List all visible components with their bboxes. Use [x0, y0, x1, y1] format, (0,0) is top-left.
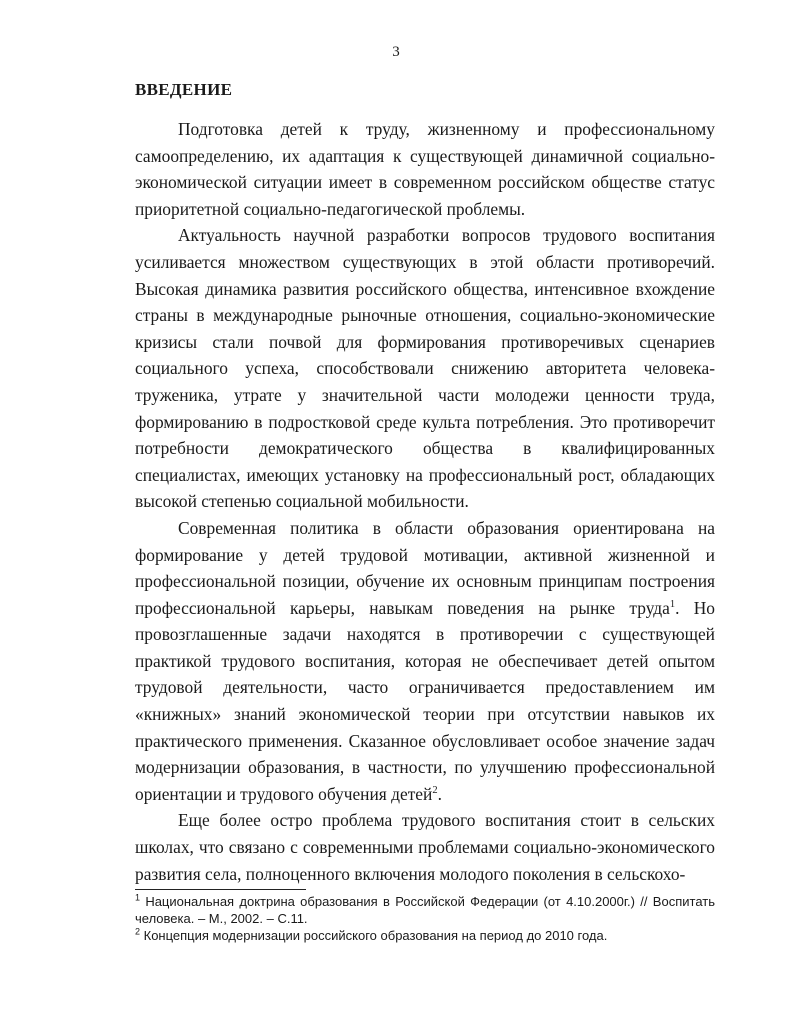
- paragraph-3-text-b: . Но провозглашенные задачи находятся в противоречии с существующей практикой трудового воспитания, которая не обеспечивает детей опытом трудовой деятельности, часто ограничивается предоставлением им «книжных» знаний экономической теории при отсутствии навыков их практического применения. Сказанное обусловливает особое значение задач модернизации образования, в частности, по улучшению профессиональной ориентации и трудового обучения детей: [135, 597, 715, 804]
- footnote-divider: [135, 889, 306, 890]
- footnote-2: [135, 927, 715, 944]
- paragraph-3-text-c: .: [437, 783, 442, 804]
- paragraph-3: [135, 515, 715, 808]
- footnote-1-text: Национальная доктрина образования в Российской Федерации (от 4.10.2000г.) // Воспитать человека. – М., 2002. – С.11.: [135, 894, 715, 926]
- paragraph-4: Еще более остро проблема трудового воспитания стоит в сельских школах, что связано с современными проблемами социально-экономического развития села, полноценного включения молодого поколения в сельскохо-: [135, 810, 715, 884]
- page-number: 3: [392, 44, 400, 60]
- paragraph-2: Актуальность научной разработки вопросов трудового воспитания усиливается множеством существующих в этой области противоречий. Высокая динамика развития российского общества, интенсивное вхождение страны в международные рыночные отношения, социально-экономические кризисы стали почвой для формирования противоречивых сценариев социального успеха, способствовали снижению авторитета человека-труженика, утрате у значительной части молодежи ценности труда, формированию в подростковой среде культа потребления. Это противоречит потребности демократического общества в квалифицированных специалистах, имеющих установку на профессиональный рост, обладающих высокой степенью социальной мобильности.: [135, 225, 715, 512]
- footnote-2-mark: 2: [135, 926, 141, 937]
- body-text: [135, 116, 715, 887]
- paragraph-3-text-a: Современная политика в области образования ориентирована на формирование у детей трудовой мотивации, активной жизненной и профессиональной позиции, обучение их основным принципам построения профессиональной карьеры, навыкам поведения на рынке труда: [135, 517, 715, 618]
- section-heading: ВВЕДЕНИЕ: [135, 80, 233, 99]
- footnote-ref-1[interactable]: 1: [669, 598, 676, 610]
- footnote-ref-2[interactable]: 2: [432, 785, 438, 797]
- footnote-2-text: Концепция модернизации российского образования на период до 2010 года.: [140, 928, 608, 943]
- footnote-1-mark: 1: [135, 892, 141, 903]
- footnote-1: [135, 893, 715, 927]
- paragraph-1: Подготовка детей к труду, жизненному и профессиональному самоопределению, их адаптация к существующей динамичной социально-экономической ситуации имеет в современном российском обществе статус приоритетной социально-педагогической проблемы.: [135, 119, 715, 219]
- footnotes: [135, 893, 715, 944]
